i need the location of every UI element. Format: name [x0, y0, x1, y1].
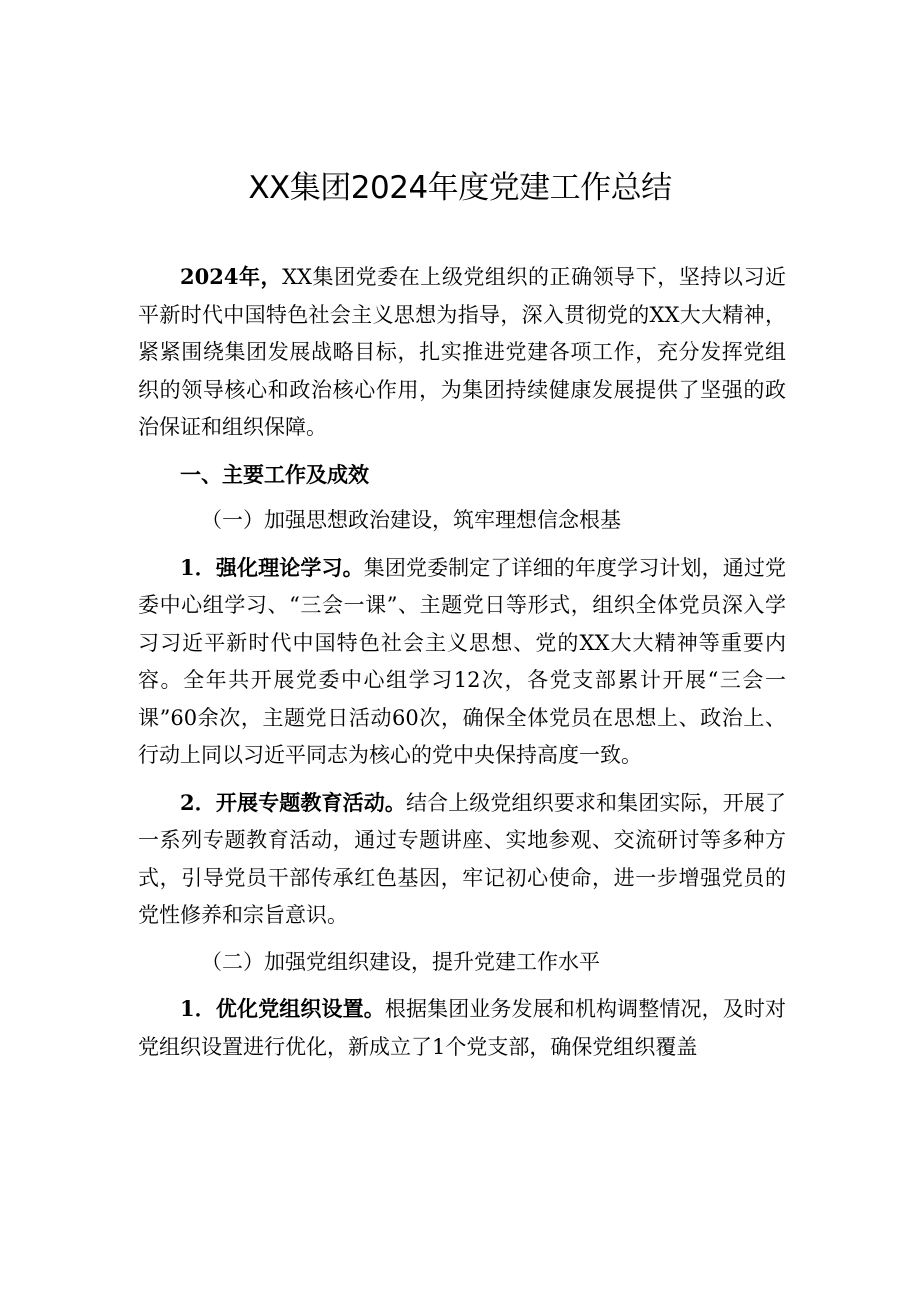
item-text-1-1: 集团党委制定了详细的年度学习计划，通过党委中心组学习、“三会一课”、主题党日等形式，组织全体党员深入学习习近平新时代中国特色社会主义思想、党的XX大大精神等重要内容。全年共开展党委中心组学习12次，各党支部累计开展“三会一课”60余次，主题党日活动60次，确保全体党员在思想上、政治上、行动上同以习近平同志为核心的党中央保持高度一致。	[138, 555, 786, 767]
document-body	[138, 258, 786, 1075]
subsection-heading-2: （二）加强党组织建设，提升党建工作水平	[201, 949, 600, 974]
item-lead-1-2: 2．开展专题教育活动。	[180, 789, 406, 815]
intro-text: XX集团党委在上级党组织的正确领导下，坚持以习近平新时代中国特色社会主义思想为指导，深入贯彻党的XX大大精神，紧紧围绕集团发展战略目标，扎实推进党建各项工作，充分发挥党组织的领导核心和政治核心作用，为集团持续健康发展提供了坚强的政治保证和组织保障。	[138, 265, 786, 439]
item-lead-1-1: 1．强化理论学习。	[180, 554, 364, 580]
item-paragraph-2-1	[138, 990, 786, 1066]
item-paragraph-1-2	[138, 784, 786, 935]
subsection-heading-1: （一）加强思想政治建设，筑牢理想信念根基	[201, 508, 621, 532]
item-text-1-2: 结合上级党组织要求和集团实际，开展了一系列专题教育活动，通过专题讲座、实地参观、交流研讨等多种方式，引导党员干部传承红色基因，牢记初心使命，进一步增强党员的党性修养和宗旨意识。	[138, 790, 786, 927]
document-title: XX集团2024年度党建工作总结	[248, 170, 672, 206]
section-heading: 一、主要工作及成效	[180, 461, 369, 487]
item-text-2-1: 根据集团业务发展和机构调整情况，及时对党组织设置进行优化，新成立了1个党支部，确保党组织覆盖	[138, 997, 786, 1059]
intro-lead: 2024年，	[180, 264, 283, 289]
item-paragraph-1-1	[138, 549, 786, 775]
item-lead-2-1: 1．优化党组织设置。	[180, 996, 385, 1021]
intro-paragraph	[138, 258, 786, 447]
